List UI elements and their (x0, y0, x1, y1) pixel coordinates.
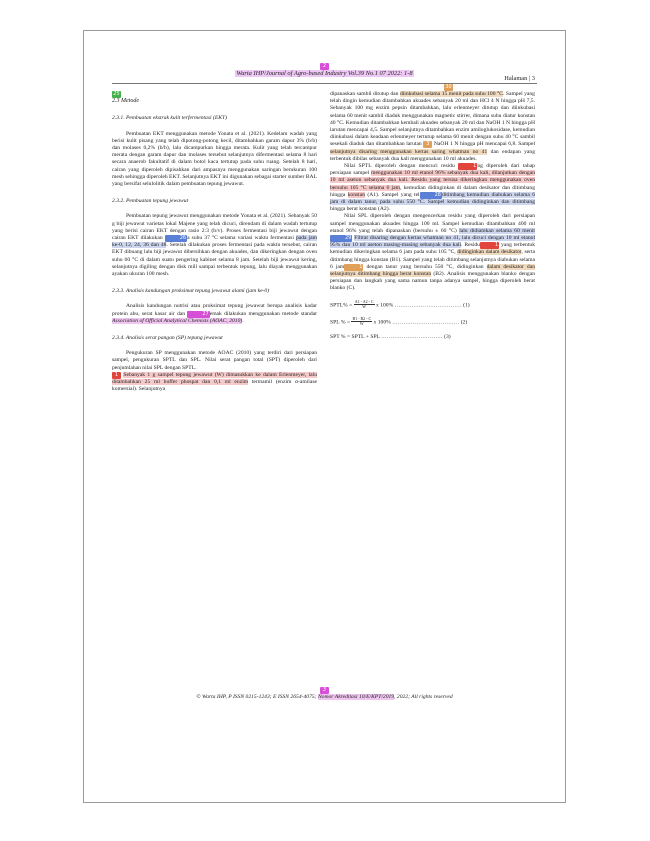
annotation-badge: 1 (344, 264, 363, 271)
paragraph: Analisis kandungan nutrisi atau proksimat tepung jewawut berupa analisis kadar protein abu, serat kasar air dan 27emak dilakukan menggunakan metode standar Association of Official Analytical Chemists (AOAC, 2010). (112, 303, 317, 324)
subsection-title: 2.3.4. Analisis serat pangan (SP) tepung jewawut (112, 335, 223, 342)
right-column (330, 91, 535, 341)
annotation-badge: 3 (423, 141, 432, 148)
document-page (83, 30, 566, 803)
highlight: dalam desikator dan selanjutnya ditimbang hingga berat konstan (330, 263, 535, 278)
subsection-title: 2.3.1. Pembuatan ekstrak kulit terfermentasi (EKT) (112, 115, 227, 122)
highlight: Sebanyak 1 g sampel tepung jewawut (W) dimasukkan ke dalam Erlenmeyer, lalu ditambahkan 25 ml buffer phospat dan 0,1 ml enzim (112, 371, 317, 386)
header-rule (112, 83, 537, 84)
annotation-badge: 1 (458, 163, 477, 170)
left-column (112, 91, 317, 394)
annotation-badge: 28 (420, 192, 442, 199)
highlight: diinkubasi selama 15 menit pada suhu 100 °C (399, 91, 503, 97)
page-number: Halaman | 3 (504, 75, 535, 82)
equation-2: SPL % = $\frac{B1 - B2 - C}{W}$ x 100% ……………………………… (2) (330, 315, 468, 327)
subsection-title: 2.3.3. Analisis kandungan proksimat tepung jewawut alami (jam ke-0) (112, 288, 270, 295)
highlight: menggunakan 10 ml etanol 96% sebanyak dua kali, dilanjutkan dengan 10 ml aseton sebanyak dua kali. Residu yang tersisa dikeringkan menggunakan oven bersuhu 105 °C selama 6 jam (330, 170, 535, 191)
annotation-badge: 3 (320, 687, 329, 694)
subsection-title: 2.3.2. Pembuatan tepung jewawut (112, 198, 189, 205)
paragraph: 1 Sebanyak 1 g sampel tepung jewawut (W) dimasukkan ke dalam Erlenmeyer, lalu ditambahkan 25 ml buffer phospat dan 0,1 ml enzim termamil (enzim α-amilase komersial). Selanjutnya (112, 371, 317, 393)
highlight: Nomor Akreditasi 10/E/KPT/2019 (317, 694, 395, 700)
section-title: 25 2.3 Metode (112, 91, 139, 105)
paragraph: Nilai SPTL diperoleh dengan mencuci residu 1ng diperoleh dari tahap persiapan sampel menggunakan 10 ml etanol 96% sebanyak dua kali, dilanjutkan dengan 10 ml aseton sebanyak dua kali. Residu yang tersisa dikeringkan menggunakan oven bersuhu 105 °C selama 6 jam, kemudian didinginkan di dalam desikator dan ditimbang hingga konstan (A1). Sampel yang tel 28ditimbang kemudian diabukan selama 6 jam di dalam tanur, pada suhu 550 °C. Sampel kemudian didinginkan dan ditimbang hingga berat konstan (A2). (330, 163, 535, 213)
annotation-badge: 30 (445, 84, 452, 90)
highlight: ditimbang kemudian diabukan selama 6 jam di dalam tanur, pada suhu 550 °C. Sampel kemudian didinginkan dan ditimbang (330, 191, 535, 206)
page-header (84, 62, 565, 77)
highlight: selanjutnya disaring menggunakan kertas saring whatman no 41 (330, 148, 488, 155)
highlight: pada jam ke-0, 12, 24, 36 dan 48 (112, 235, 317, 249)
highlight: lalu didiamkan selama 60 menit (459, 227, 535, 234)
journal-title: Warta IHP/Journal of Agro-based Industry Vol.39 No.1 07 2022: 1-8 (236, 70, 413, 77)
highlight: Filtrat disaring dengan kertas whatman no 41, lalu dicuci dengan 10 ml etanol 95% dan 10 ml aseton masing-masing sebanyak dua kali (330, 235, 535, 249)
fraction: $\frac{B1 - B2 - C}{W}$ (352, 315, 372, 327)
annotation-badge: 27 (187, 311, 209, 318)
highlight: Association of Official Analytical Chemists (AOAC, 2010) (112, 317, 243, 324)
annotation-badge: 1 (480, 242, 499, 249)
paragraph: dipanaskan sambil ditutup dan diinkubasi selama 15 menit pada suhu 100 °C. Sampel yang telah dingin kemudian ditambahkan akuades sebanyak 20 ml dan HCl 4 N hingga pH 7,5. Sebanyak 100 mg enzim pepsin ditambahkan, lalu erlenmeyer ditutup dan diinkubasi selama 60 menit sambil diaduk menggunakan magnetic stirrer, dimana suhu diatur konstan 40 °C. Kemudian ditambahkan kembali akuades sebanyak 20 ml dan NaOH 1 N hingga pH larutan mencapai 4,5. Sampel selanjutnya ditambahkan enzim amiloglukosidase, kemudian diinkubasi dalam keadaan erlenmeyer tertutup selama 60 menit dengan suhu 40 °C sambil sesekali diaduk dan ditambahkan larutan 3 NaOH 1 N hingga pH mencapai 6,8. Sampel selanjutnya disaring menggunakan kertas saring whatman no 41 dan endapan yang terbentuk dibilas sebanyak dua kali menggunakan 10 ml akuades. (330, 91, 535, 162)
annotation-badge: 26 (165, 235, 187, 242)
highlight: konstan (347, 191, 365, 198)
annotation-badge: 29 (330, 235, 352, 242)
equation-3: SPT % = SPTL + SPL …………………………… (3) (330, 334, 451, 341)
annotation-badge: 2 (320, 63, 329, 70)
paragraph: Pembuatan EKT menggunakan metode Yonata et al. (2021). Kedelam wadah yang berisi kulit pisang yang telah dipotong-potong kecil, ditambahkan garam dapur 3% (b/b) dan molases 0,2% (b/b), lalu dicampurkan hingga merata. Kulit yang telah tercampur merata dengan garam dapur dan molases tersebut selanjutnya difermentasi selama 8 hari secara anaerob fakultatif di dalam botol kaca tertutup pada suhu ruang. Setelah 8 hari, cairan yang diperoleh dipisahkan dari ampasnya menggunakan saringan berukuran 100 mesh sehingga diperoleh EKT. Selanjutnya EKT ini digunakan sebagai starter sumber BAL yang bersifat selulolitik dalam pembuatan tepung jewawut. (112, 130, 317, 188)
annotation-badge: 25 (113, 91, 120, 97)
annotation-badge: 1 (112, 372, 121, 379)
paragraph: Pembuatan tepung jewawut menggunakan metode Yonata et al. (2021). Sebanyak 50 g biji jewawut varietas lokal Majene yang telah dicuci, direndam di dalam wadah tertutup yang berisi cairan EKT dengan rasio 2:3 (b/v). Proses fermentasi biji jewawut dengan cairan EKT dilakukan 26a suhu 37 °C selama variasi waktu fermentasi pada jam ke-0, 12, 24, 36 dan 48. Setelah dilakukan proses fermentasi pada waktu tersebut, cairan EKT dibuang lalu biji jewawut dibersihkan dengan akuades, dan dikeringkan dengan oven suhu 60 °C di dalam suatu pengering kabinet selama 8 jam. Setelah biji jewawut kering, selanjutnya digiling dengan disk mill sampai terbentuk tepung, lalu diayak menggunakan ayakan ukuran 100 mesh. (112, 213, 317, 278)
paragraph: Pengukuran SP menggunakan metode AOAC (2010) yang terdiri dari persiapan sampel, pengukuran SPTL dan SPL. Nilai serat pangan total (SPT) diperoleh dari penjumlahan nilai SPL dengan SPTL. (112, 350, 317, 371)
highlight: didinginkan dalam desikator (457, 249, 522, 256)
page-footer: 3 © Warta IHP, P ISSN 0215-1243; E ISSN 2654-4075; Nomor Akreditasi 10/E/KPT/2019, 2022; All rights reserved (196, 687, 453, 700)
fraction: $\frac{A1 - A2 - C}{W}$ (354, 298, 374, 310)
equation-1: SPTL% = $\frac{A1 - A2 - C}{W}$ x 100% ……………………………… (1) (330, 298, 470, 310)
paragraph: Nilai SPL diperoleh dengan mengencerkan residu yang diperoleh dari persiapan sampel menggunakan akuades hingga 100 ml. Sampel kemudian ditambahkan 400 ml etanol 96% yang telah dipanaskan (bersuhu ± 60 °C) lalu didiamkan selama 60 menit29 Filtrat disaring dengan kertas whatman no 41, lalu dicuci dengan 10 ml etanol 95% dan 10 ml aseton masing-masing sebanyak dua kali. Residu 1 yang terbentuk kemudian dikeringkan selama 6 jam pada suhu 105 °C, didinginkan dalam desikator, serta ditimbang hingga konstan (B1). Sampel yang telah ditimbang selanjutnya diabukan selama 6 jam 1 dengan tanur yang bersuhu 550 °C, didinginkan dalam desikator dan selanjutnya ditimbang hingga berat konstan (B2). Analisis menggunakan blanko dengan persiapan dan langkah yang sama namun tanpa adanya sampel, hingga diperoleh berat blanko (C). (330, 213, 536, 292)
